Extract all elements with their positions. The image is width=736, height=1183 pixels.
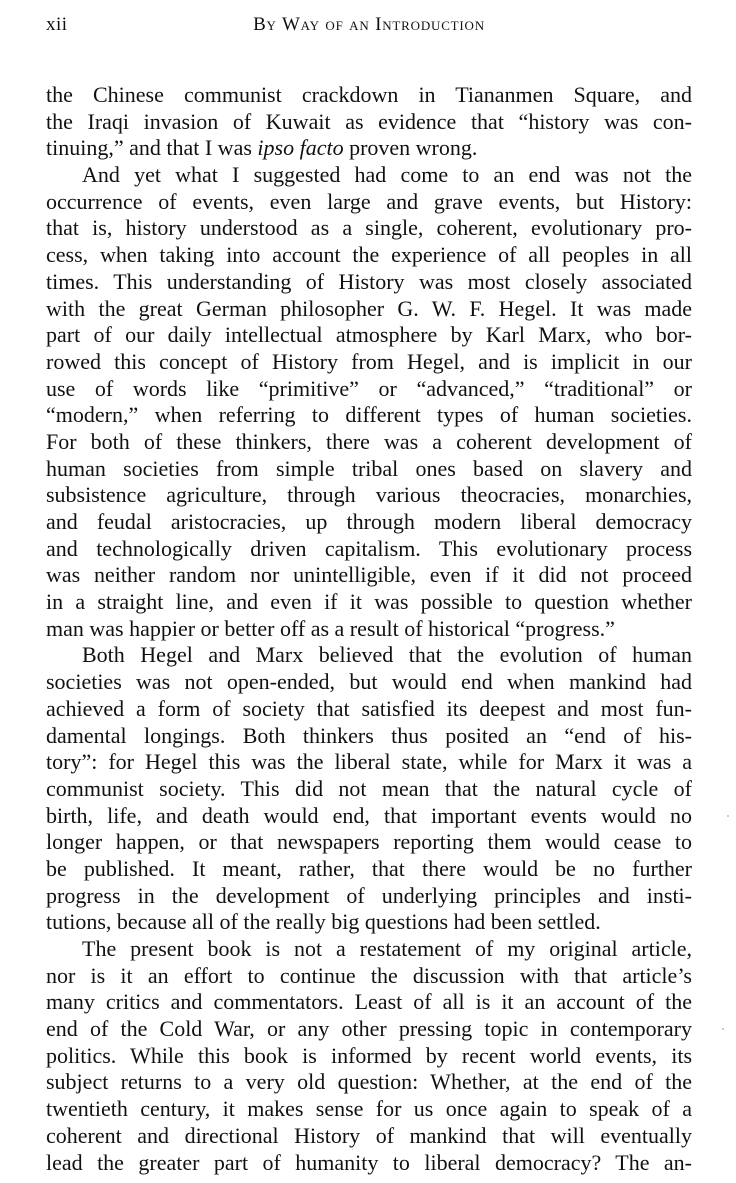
- text-line: end of the Cold War, or any other pressing topic in contemporary: [46, 1016, 692, 1042]
- text-line: politics. While this book is informed by recent world events, its: [46, 1042, 692, 1068]
- text-line: was neither random nor unintelligible, even if it did not proceed: [46, 562, 692, 588]
- text-line: longer happen, or that newspapers reporting them would cease to: [46, 829, 692, 855]
- text-line: Both Hegel and Marx believed that the evolution of human: [82, 642, 692, 668]
- text-line: the Iraqi invasion of Kuwait as evidence that “history was con-: [46, 108, 692, 134]
- text-line: lead the greater part of humanity to liberal democracy? The an-: [46, 1149, 692, 1175]
- text-line: man was happier or better off as a result of historical “progress.”: [46, 615, 615, 641]
- text-line: occurrence of events, even large and grave events, but History:: [46, 188, 692, 214]
- scan-speck: [722, 1028, 724, 1030]
- text-line: nor is it an effort to continue the discussion with that article’s: [46, 962, 692, 988]
- text-line: birth, life, and death would end, that important events would no: [46, 802, 692, 828]
- text-line: For both of these thinkers, there was a coherent development of: [46, 428, 692, 454]
- text-line: The present book is not a restatement of my original article,: [82, 936, 692, 961]
- text-line: in a straight line, and even if it was possible to question whether: [46, 589, 692, 615]
- text-line: the Chinese communist crackdown in Tiananmen Square, and: [46, 82, 692, 107]
- text-line: twentieth century, it makes sense for us once again to speak of a: [46, 1096, 692, 1122]
- text-line: tutions, because all of the really big questions had been settled.: [46, 909, 601, 935]
- text-line: coherent and directional History of mankind that will eventually: [46, 1122, 692, 1148]
- text-line: human societies from simple tribal ones based on slavery and: [46, 455, 692, 481]
- text-line: communist society. This did not mean that the natural cycle of: [46, 775, 692, 801]
- text-line: many critics and commentators. Least of all is it an account of the: [46, 989, 692, 1015]
- text-line: and technologically driven capitalism. This evolutionary process: [46, 535, 692, 561]
- text-line: and feudal aristocracies, up through modern liberal democracy: [46, 509, 692, 534]
- text-line: cess, when taking into account the experience of all peoples in all: [46, 242, 692, 268]
- running-title: By Way of an Introduction: [253, 14, 485, 35]
- italic-phrase: ipso facto: [257, 135, 344, 161]
- text-line: societies was not open-ended, but would end when mankind had: [46, 669, 692, 695]
- scan-speck: [727, 815, 729, 817]
- text-line: with the great German philosopher G. W. F. Hegel. It was made: [46, 295, 692, 321]
- text-line: damental longings. Both thinkers thus posited an “end of his-: [46, 722, 692, 748]
- text-line: rowed this concept of History from Hegel, and is implicit in our: [46, 348, 692, 374]
- text-line: And yet what I suggested had come to an end was not the: [82, 162, 692, 188]
- text-line: times. This understanding of History was most closely associated: [46, 268, 692, 294]
- text-line: “modern,” when referring to different types of human societies.: [46, 402, 692, 428]
- page-number: xii: [46, 14, 68, 35]
- body-text: [46, 82, 692, 1176]
- text-line: that is, history understood as a single, coherent, evolutionary pro-: [46, 215, 692, 241]
- text-line: achieved a form of society that satisfied its deepest and most fun-: [46, 695, 692, 721]
- text-line: subject returns to a very old question: Whether, at the end of the: [46, 1069, 692, 1095]
- text-line: use of words like “primitive” or “advanced,” “traditional” or: [46, 375, 692, 401]
- running-head: [46, 14, 692, 44]
- text-line: tinuing,” and that I was ipso facto proven wrong.: [46, 135, 478, 161]
- text-line: tory”: for Hegel this was the liberal state, while for Marx it was a: [46, 749, 692, 775]
- text-line: part of our daily intellectual atmosphere by Karl Marx, who bor-: [46, 322, 692, 348]
- text-line: progress in the development of underlying principles and insti-: [46, 882, 692, 908]
- text-line: be published. It meant, rather, that there would be no further: [46, 855, 692, 881]
- text-line: subsistence agriculture, through various theocracies, monarchies,: [46, 482, 692, 508]
